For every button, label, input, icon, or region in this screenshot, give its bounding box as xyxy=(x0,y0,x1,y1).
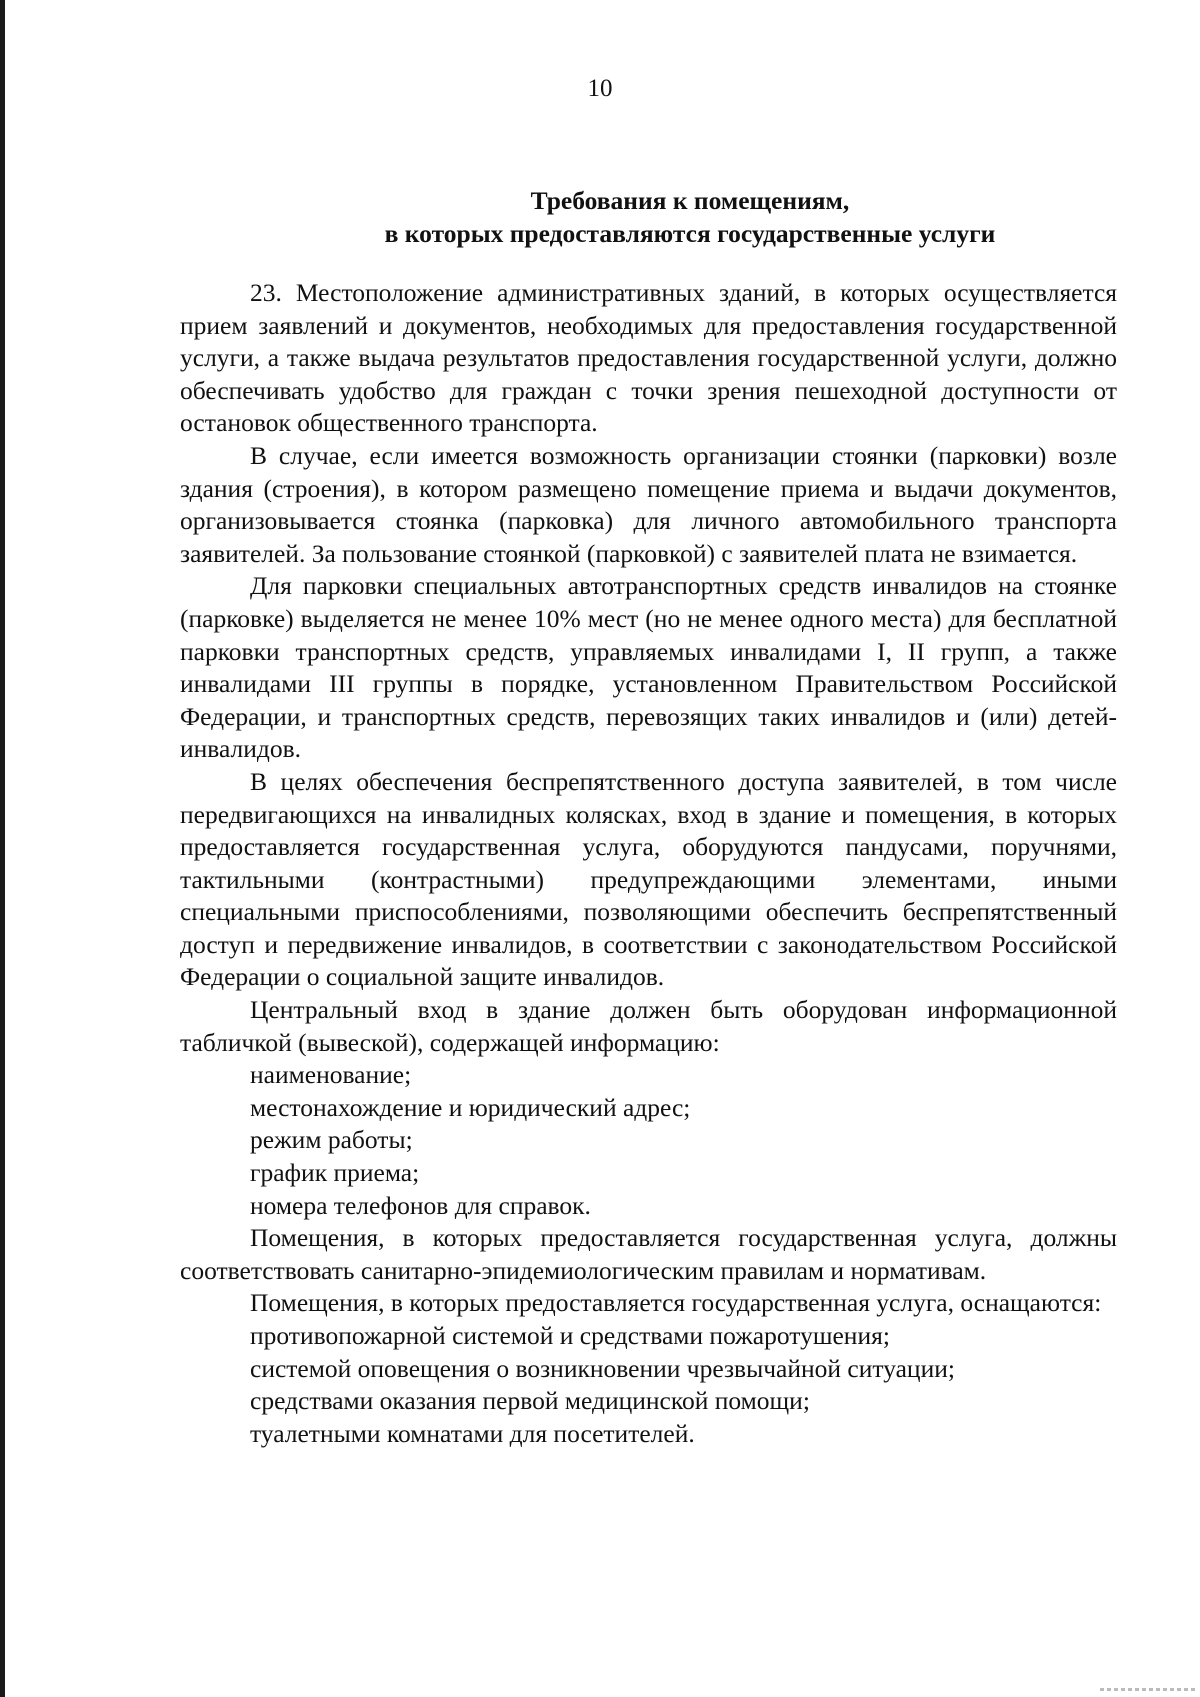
document-body xyxy=(180,277,1117,1450)
list-item: режим работы; xyxy=(250,1125,413,1155)
heading-line-2: в которых предоставляются государственные услуги xyxy=(384,219,996,248)
paragraph-location: 23. Местоположение административных зданий, в которых осуществляется прием заявлений и документов, необходимых для предоставления государственной услуги, а также выдача результатов предоставления государственной услуги, должно обеспечивать удобство для граждан с точки зрения пешеходной доступности от остановок общественного транспорта. xyxy=(180,278,1117,438)
paragraph-sanitary: Помещения, в которых предоставляется государственная услуга, должны соответствовать санитарно-эпидемиологическим правилам и нормативам. xyxy=(180,1223,1117,1285)
list-item: средствами оказания первой медицинской помощи; xyxy=(250,1386,810,1416)
list-item: туалетными комнатами для посетителей. xyxy=(250,1418,695,1448)
list-item: местонахождение и юридический адрес; xyxy=(250,1092,691,1122)
paragraph-entrance-sign: Центральный вход в здание должен быть оборудован информационной табличкой (вывеской), содержащей информацию: xyxy=(180,995,1117,1057)
list-item: противопожарной системой и средствами пожаротушения; xyxy=(250,1321,890,1350)
page-number: 10 xyxy=(587,75,613,102)
list-item: системой оповещения о возникновении чрезвычайной ситуации; xyxy=(250,1353,955,1383)
scan-edge-shadow xyxy=(0,0,5,1697)
section-heading xyxy=(300,184,1080,250)
list-item: наименование; xyxy=(250,1060,412,1090)
paragraph-disabled-parking: Для парковки специальных автотранспортных средств инвалидов на стоянке (парковке) выделяется не менее 10% мест (но не менее одного места) для бесплатной парковки транспортных средств, управляемых инвалидами I, II групп, а также инвалидами III группы в порядке, установленном Правительством Российской Федерации, и транспортных средств, перевозящих таких инвалидов и (или) детей-инвалидов. xyxy=(180,571,1117,764)
list-item: график приема; xyxy=(250,1158,420,1188)
heading-line-1: Требования к помещениям, xyxy=(530,186,850,215)
list-item: номера телефонов для справок. xyxy=(250,1190,591,1220)
paragraph-accessibility: В целях обеспечения беспрепятственного доступа заявителей, в том числе передвигающихся на инвалидных колясках, вход в здание и помещения, в которых предоставляется государственная услуга, оборудуются пандусами, поручнями, тактильными (контрастными) предупреждающими элементами, иными специальными приспособлениями, позволяющими обеспечить беспрепятственный доступ и передвижение инвалидов, в соответствии с законодательством Российской Федерации о социальной защите инвалидов. xyxy=(180,766,1117,992)
paragraph-parking: В случае, если имеется возможность организации стоянки (парковки) возле здания (строения), в котором размещено помещение приема и выдачи документов, организовывается стоянка (парковка) для личного автомобильного транспорта заявителей. За пользование стоянкой (парковкой) с заявителей плата не взимается. xyxy=(180,440,1117,568)
scan-artifact xyxy=(1100,1688,1195,1691)
paragraph-equipment: Помещения, в которых предоставляется государственная услуга, оснащаются: xyxy=(250,1288,1102,1318)
